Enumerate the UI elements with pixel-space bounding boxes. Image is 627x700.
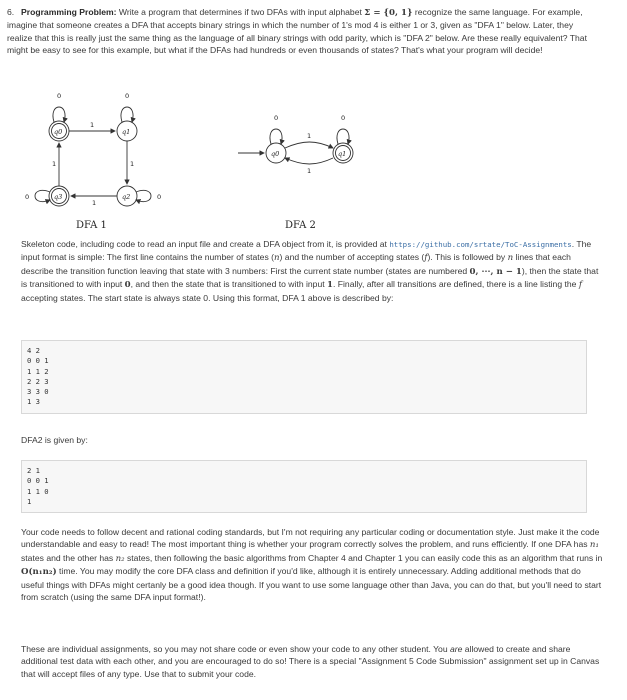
code-line: 3 3 0 bbox=[27, 387, 49, 397]
dfa1-loop-q0-symbol: 0 bbox=[57, 92, 62, 100]
problem-number: 6. bbox=[7, 7, 15, 17]
dfa1-label-q3: q3 bbox=[54, 193, 63, 201]
individual-text-2: allowed to create and share additional test data with each other, and you are encouraged to do so! There is a special "Assignment 5 Code Submission" assignment set up in Canvas that will accept files of any type. Use that to submit your code. bbox=[21, 644, 600, 679]
individual-text-1: These are individual assignments, so you may not share code or even show your code to any other student. You bbox=[21, 644, 450, 654]
var-n1: n₁ bbox=[589, 540, 599, 551]
problem-statement bbox=[7, 6, 587, 57]
skeleton-text-2: . The input format is simple: The first line contains the number of states ( bbox=[21, 239, 592, 263]
skeleton-text-3: ) and the number of accepting states ( bbox=[279, 252, 425, 263]
dfa1-label-q1: q1 bbox=[122, 128, 131, 136]
standards-text-1: Your code needs to follow decent and rational coding standards, but I'm not requiring any particular coding or documentation style. Just make it the code understandable and easy to read! The most important thing is whether your program correctly solves the problem, and runs efficiently. If one DFA has bbox=[21, 527, 600, 550]
dfa2-loop-q1-symbol: 0 bbox=[341, 114, 346, 122]
standards-text-4: time. You may modify the core DFA class and definition if you'd like, although it is entirely unnecessary. Adding additional methods that do useful things with DFAs might certanly be a good idea though. If you want to use some language other than Java, you can do that, but you'll need to start from scratch (using the same DFA input format!). bbox=[21, 566, 602, 603]
skeleton-url-link[interactable]: https://github.com/srtate/ToC-Assignments bbox=[389, 240, 572, 249]
standards-paragraph bbox=[21, 526, 605, 603]
dfa1-edge-q1-q2-symbol: 1 bbox=[130, 160, 135, 168]
dfa2-label-q0: q0 bbox=[271, 150, 280, 158]
dfa2-edge-q0-q1-symbol: 1 bbox=[307, 132, 312, 140]
code-line: 0 0 1 bbox=[27, 476, 49, 486]
var-n-2: n bbox=[507, 253, 514, 264]
dfa1-caption: DFA 1 bbox=[76, 220, 107, 231]
problem-intro-a: Write a program that determines if two DFAs with input alphabet bbox=[116, 7, 365, 17]
dfa2-edge-q1-q0-symbol: 1 bbox=[307, 167, 312, 175]
state-range: 0, ···, n − 1 bbox=[469, 266, 522, 277]
dfa1-edge-q3-q0-symbol: 1 bbox=[52, 160, 57, 168]
code-line: 1 1 0 bbox=[27, 486, 49, 496]
dfa1-edge-q2-q3-symbol: 1 bbox=[92, 199, 97, 207]
skeleton-text-5: lines that each describe the transition function leaving that state with 3 numbers: First the current state number (states are numbered bbox=[21, 252, 571, 276]
standards-text-3: states, then following the basic algorithms from Chapter 4 and Chapter 1 you can easily code this as an algorithm that runs in bbox=[124, 552, 603, 563]
problem-heading: Programming Problem: bbox=[21, 7, 117, 17]
var-n: n bbox=[274, 253, 280, 264]
code-line: 2 1 bbox=[27, 466, 40, 475]
var-n2: n₂ bbox=[115, 553, 125, 564]
dfa-diagrams bbox=[0, 84, 627, 232]
standards-text-2: states and the other has bbox=[21, 552, 116, 563]
dfa1-label-q0: q0 bbox=[54, 128, 63, 136]
input-one: 1 bbox=[327, 280, 333, 291]
dfa1-loop-q3-symbol: 0 bbox=[25, 193, 30, 201]
dfa2-label-q1: q1 bbox=[338, 150, 347, 158]
big-o-complexity: O(n₁n₂) bbox=[21, 567, 57, 578]
skeleton-text-1: Skeleton code, including code to read an input file and create a DFA object from it, is provided at bbox=[21, 239, 390, 249]
var-f-2: f bbox=[578, 280, 583, 291]
dfa1-loop-q2-symbol: 0 bbox=[157, 193, 162, 201]
var-f: f bbox=[424, 253, 428, 264]
problem-intro-b: recognize the same language. For example, imagine that someone creates a DFA that accepts binary strings in which the number of 1's mod 4 is either 1 or 3, given as "DFA 1" below. Later, they realize that this is really just the same thing as the language of all binary strings with odd parity, which is "DFA 2" below. Are these really equivalent? That might be easy to see for this example, but what if the DFAs had hundreds or even thousands of states? That's what your program will decide! bbox=[7, 7, 587, 56]
dfa2-intro-label: DFA2 is given by: bbox=[21, 435, 88, 445]
skeleton-text-4: ). This is followed by bbox=[427, 252, 508, 263]
dfa1-loop-q1-symbol: 0 bbox=[125, 92, 130, 100]
dfa2-loop-q0-symbol: 0 bbox=[274, 114, 279, 122]
skeleton-text-9: accepting states. The start state is always state 0. Using this format, DFA 1 above is described by: bbox=[21, 292, 394, 303]
skeleton-paragraph bbox=[21, 238, 605, 304]
input-zero: 0 bbox=[124, 280, 131, 291]
skeleton-text-8: . Finally, after all transitions are defined, there is a line listing the bbox=[333, 279, 579, 290]
individual-emphasis: are bbox=[450, 644, 463, 654]
skeleton-text-6: ), then the state that is transitioned to with input bbox=[21, 265, 599, 290]
code-line: 4 2 bbox=[27, 346, 40, 355]
alphabet-math: Σ = {0, 1} bbox=[364, 8, 413, 18]
code-line: 1 1 2 bbox=[27, 366, 49, 376]
code-line: 1 bbox=[27, 496, 32, 506]
skeleton-text-7: , and then the state that is transitioned to with input bbox=[130, 279, 328, 290]
code-line: 2 2 3 bbox=[27, 376, 49, 386]
code-line: 0 0 1 bbox=[27, 356, 49, 366]
dfa1-code-block bbox=[21, 340, 587, 414]
dfa2-code-block bbox=[21, 460, 587, 513]
dfa1-edge-q0-q1-symbol: 1 bbox=[90, 121, 95, 129]
dfa2-caption: DFA 2 bbox=[285, 220, 316, 231]
code-line: 1 3 bbox=[27, 397, 40, 407]
individual-paragraph bbox=[21, 643, 605, 680]
dfa1-label-q2: q2 bbox=[122, 193, 131, 201]
